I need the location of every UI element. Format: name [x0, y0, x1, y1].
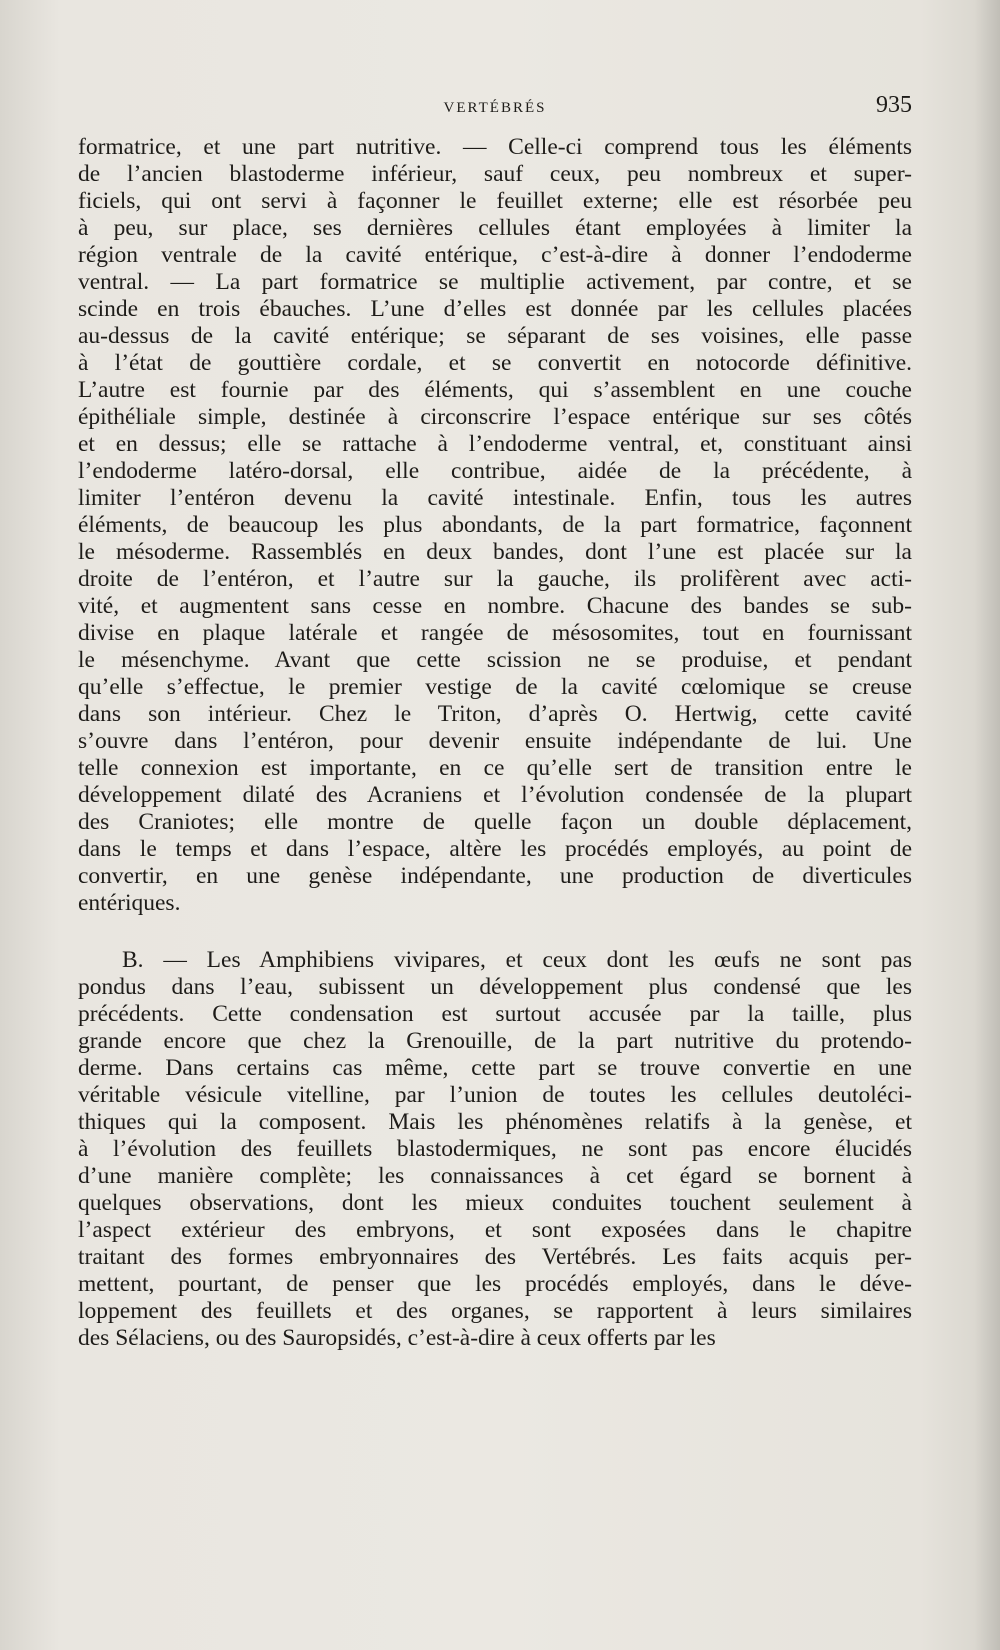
text-line: des Craniotes; elle montre de quelle façon un double déplacement,	[78, 809, 912, 835]
text-line: qu’elle s’effectue, le premier vestige de la cavité cœlomique se creuse	[78, 674, 912, 700]
text-line: et en dessus; elle se rattache à l’endoderme ventral, et, constituant ainsi	[78, 431, 912, 457]
text-line: éléments, de beaucoup les plus abondants, de la part formatrice, façonnent	[78, 512, 912, 538]
text-line: limiter l’entéron devenu la cavité intestinale. Enfin, tous les autres	[78, 485, 912, 511]
text-line: à peu, sur place, ses dernières cellules étant employées à limiter la	[78, 215, 912, 241]
text-line: L’autre est fournie par des éléments, qui s’assemblent en une couche	[78, 377, 912, 403]
text-line: derme. Dans certains cas même, cette part se trouve convertie en une	[78, 1055, 912, 1081]
page-number: 935	[876, 92, 912, 118]
paragraph-gap	[78, 917, 912, 947]
text-line: l’aspect extérieur des embryons, et sont exposées dans le chapitre	[78, 1217, 912, 1243]
text-line: à l’état de gouttière cordale, et se convertit en notocorde définitive.	[78, 350, 912, 376]
text-line: telle connexion est importante, en ce qu’elle sert de transition entre le	[78, 755, 912, 781]
text-line: loppement des feuillets et des organes, se rapportent à leurs similaires	[78, 1298, 912, 1324]
text-line: pondus dans l’eau, subissent un développement plus condensé que les	[78, 974, 912, 1000]
text-line: grande encore que chez la Grenouille, de la part nutritive du protendo-	[78, 1028, 912, 1054]
paragraph-b	[78, 947, 912, 1352]
text-line: précédents. Cette condensation est surtout accusée par la taille, plus	[78, 1001, 912, 1027]
text-line: le mésoderme. Rassemblés en deux bandes, dont l’une est placée sur la	[78, 539, 912, 565]
text-line: entériques.	[78, 890, 181, 916]
text-line: épithéliale simple, destinée à circonscrire l’espace entérique sur ses côtés	[78, 404, 912, 430]
text-line: convertir, en une genèse indépendante, une production de diverticules	[78, 863, 912, 889]
body-text	[78, 134, 912, 1352]
text-line: traitant des formes embryonnaires des Vertébrés. Les faits acquis per-	[78, 1244, 912, 1270]
running-title: VERTÉBRÉS	[443, 100, 547, 116]
text-line: ficiels, qui ont servi à façonner le feuillet externe; elle est résorbée peu	[78, 188, 912, 214]
text-line: thiques qui la composent. Mais les phénomènes relatifs à la genèse, et	[78, 1109, 912, 1135]
text-line: dans le temps et dans l’espace, altère les procédés employés, au point de	[78, 836, 912, 862]
text-line: mettent, pourtant, de penser que les procédés employés, dans le déve-	[78, 1271, 912, 1297]
text-line: d’une manière complète; les connaissances à cet égard se bornent à	[78, 1163, 912, 1189]
text-line: B. — Les Amphibiens vivipares, et ceux dont les œufs ne sont pas	[122, 947, 912, 973]
text-line: vité, et augmentent sans cesse en nombre. Chacune des bandes se sub-	[78, 593, 912, 619]
text-line: divise en plaque latérale et rangée de mésosomites, tout en fournissant	[78, 620, 912, 646]
text-line: dans son intérieur. Chez le Triton, d’après O. Hertwig, cette cavité	[78, 701, 912, 727]
text-line: au-dessus de la cavité entérique; se séparant de ses voisines, elle passe	[78, 323, 912, 349]
text-line: de l’ancien blastoderme inférieur, sauf ceux, peu nombreux et super-	[78, 161, 912, 187]
text-line: région ventrale de la cavité entérique, c’est-à-dire à donner l’endoderme	[78, 242, 912, 268]
text-line: scinde en trois ébauches. L’une d’elles est donnée par les cellules placées	[78, 296, 912, 322]
text-line: s’ouvre dans l’entéron, pour devenir ensuite indépendante de lui. Une	[78, 728, 912, 754]
text-line: droite de l’entéron, et l’autre sur la gauche, ils prolifèrent avec acti-	[78, 566, 912, 592]
text-line: quelques observations, dont les mieux conduites touchent seulement à	[78, 1190, 912, 1216]
paragraph-continued	[78, 134, 912, 917]
text-line: des Sélaciens, ou des Sauropsidés, c’est-à-dire à ceux offerts par les	[78, 1325, 716, 1351]
text-line: ventral. — La part formatrice se multiplie activement, par contre, et se	[78, 269, 912, 295]
text-line: l’endoderme latéro-dorsal, elle contribue, aidée de la précédente, à	[78, 458, 912, 484]
text-line: véritable vésicule vitelline, par l’union de toutes les cellules deutoléci-	[78, 1082, 912, 1108]
running-head	[78, 92, 912, 126]
text-line: à l’évolution des feuillets blastodermiques, ne sont pas encore élucidés	[78, 1136, 912, 1162]
text-line: développement dilaté des Acraniens et l’évolution condensée de la plupart	[78, 782, 912, 808]
text-line: formatrice, et une part nutritive. — Celle-ci comprend tous les éléments	[78, 134, 912, 160]
text-line: le mésenchyme. Avant que cette scission ne se produise, et pendant	[78, 647, 912, 673]
page-gutter-shadow	[974, 0, 1000, 1650]
